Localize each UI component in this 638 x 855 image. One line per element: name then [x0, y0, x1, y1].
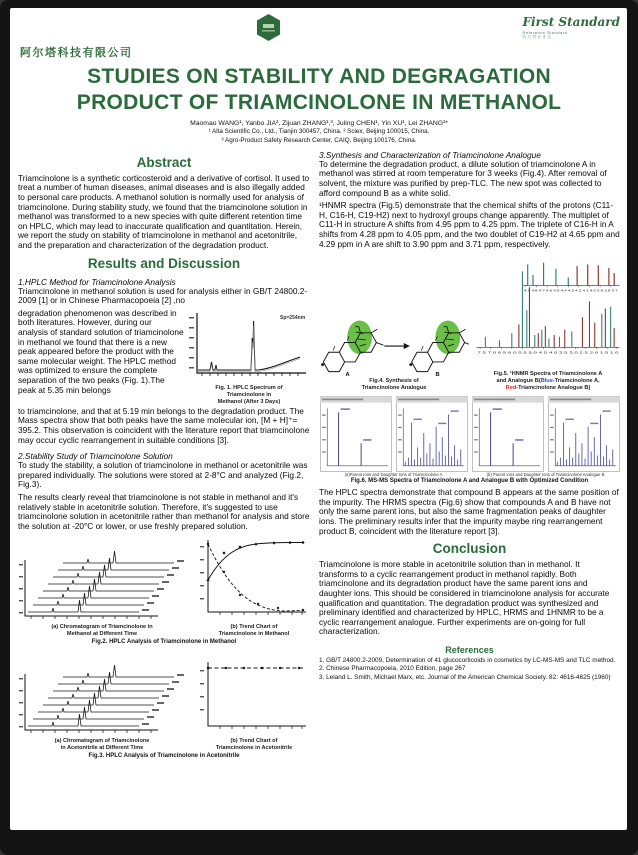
conclusion-text: Triamcinolone is more stable in acetonitrile solution than in methanol. It transforms to a cyclic rearrangement product in methanol rapidly. Both triamcinolone and its degradation product have the same parent ions and daughter ions. This should be considered in triamcinolone analysis for accurate qualification and quantitation. The degradation product was synthesized and preliminary identified and characterized by HPLC, HRMS and 1HNMR to be a cyclic rearrangement analogue. Further experiments are on-going for full characterization.	[319, 559, 610, 637]
figure-3	[18, 648, 310, 759]
fig6-panel-daughter-a	[396, 396, 468, 472]
fig3a-chromatogram-stack	[18, 648, 186, 738]
section3-text-a: To determine the degradation product, a dilute solution of triamcinolone A in methanol was stirred at room temperature for 3 weeks (Fig.4). After removal of solvent, the mixture was purified by prep-TLC. The new spot was collected to afford compound B as a white solid.	[319, 158, 607, 198]
title-line-1: STUDIES ON STABILITY AND DEGRAGATION	[87, 65, 551, 88]
fig6-panel-daughter-b	[548, 396, 620, 472]
section3-text-b: ¹HNMR spectra (Fig.5) demonstrate that the chemical shifts of the protons (C11-H, C16-H, C19-H2) next to hydroxyl groups change apparently. The multiplet of C11-H in structure A shifts from 4.95 ppm to 4.25 ppm. The triplete of C16-H in A shifts from 4.28 ppm to 4.05 ppm, and the two doublet of C19-H2 at 4.65 ppm and 4.29 ppm in A are shift to 3.90 ppm and 3.71 ppm, respectively.	[319, 200, 620, 249]
reference-item-3: 3. Leland L. Smith, Michael Marx, etc. Journal of the American Chemical Society. 82: 4616-4625 (1960)	[319, 673, 611, 681]
hexagon-logo-icon	[255, 13, 282, 42]
fig4-label-a: A	[345, 372, 350, 379]
fig4-label-b: B	[435, 372, 440, 379]
figure-4: A B Fig.4. Synthesis of Triamcinolone Analogue	[319, 300, 469, 392]
fig2a-caption: (a) Chromatogram of Triamcinolone in	[51, 624, 153, 631]
fig6a-caption: (a)Parent Ions and Daughter Ions of Triamcinolone A	[344, 472, 443, 478]
figure-6	[319, 396, 620, 484]
abstract-heading: Abstract	[136, 154, 192, 170]
fig2b-caption: (b) Trend Chart of	[230, 624, 278, 631]
fig3-caption: Fig.3. HPLC Analysis of Triamcinolone in Acetonitrile	[88, 753, 240, 760]
fig5-inset-ticks: 4.9 4.8 4.7 4.6 4.5 4.4 4.3 4.2 4.1 4.0 3.9 3.8 3.7	[524, 288, 619, 293]
fig2-caption: Fig.2. HPLC Analysis of Triamcinolone in Methanol	[91, 639, 237, 646]
left-column	[18, 150, 310, 762]
figure-5: 4.9 4.8 4.7 4.6 4.5 4.4 4.3 4.2 4.1 4.0 3.9 3.8 3.7 7.5 7.0 6.5 6.0 5.5 5.0 4.5 4.0 3.5 3.0 2.5 2.0 1.5 1.0 Fig.5. ¹HNMR Spectra of Triamcinolone A and Analogue B(Blue-Triamcinolone A, Red-Triamcinolone Analogue B)	[473, 253, 623, 392]
figure-1: Sp=254nm Fig. 1. HPLC Spectrum of Triamcinolone in Methanol (After 3 Days)	[188, 309, 310, 406]
reference-item-1: 1. GB/T 24800.2-2009, Determination of 41 glucocorticoids in cosmetics by LC-MS-MS and TLC method.	[319, 657, 616, 665]
reference-item-2: 2. Chinese Pharmacopoeia, 2010 Edition, page 267	[319, 665, 466, 673]
references-heading: References	[445, 645, 494, 656]
fig4-caption: Fig.4. Synthesis of	[369, 378, 419, 385]
section1-text-b: degradation phenomenon was described in both literatures. However, during our analysis of standard solution of triamcinolone in methanol we found that there is a new peak appeared before the product with the same molecular weight. The HPLC method was optimized to ensure the complete separation of the two peaks (Fig. 1).The peak at 5.35 min belongs	[18, 308, 184, 395]
section2-title: 2.Stability Study of Triamcinolone Solution	[18, 451, 173, 462]
figure-2	[18, 534, 310, 645]
brand-tagline-cn: 阿尔塔标准品	[522, 34, 553, 39]
section3-text-c: The HPLC spectra demonstrate that compound B appears at the same position of the impurity. The HRMS spectra (Fig.6) show that compounds A and B have not only the same parent ions, but also the same fragmentation peaks of daughter ions. The preliminary results infer that the impurity maybe ring rearrangement product B, coincident with the literature report [3].	[319, 487, 619, 536]
section2-text-b: The results clearly reveal that triamcinolone is not stable in methanol and it's relatively stable in acetonitrile solution. Therefore, it's suggested to use triamcinolone solution in acetonitrile rather than methanol for analysis and store the solution at -20°C or lower, or use freshly prepared solution.	[18, 491, 310, 531]
fig3a-waterfall: (a) Chromatogram of Triamcinolone in Acetonitrile at Different Time	[18, 648, 186, 752]
fig1-hplc-chromatogram	[188, 309, 310, 385]
brand-tagline: Reference Standard	[522, 29, 568, 35]
poster-page	[10, 8, 627, 830]
results-heading: Results and Discussion	[87, 255, 241, 271]
conclusion-heading: Conclusion	[432, 541, 507, 557]
reference-list	[319, 657, 620, 682]
logo-block	[18, 13, 620, 60]
section3-title: 3.Synthesis and Characterization of Triamcinolone Analogue	[319, 149, 541, 160]
fig5-x-ticks: 7.5 7.0 6.5 6.0 5.5 5.0 4.5 4.0 3.5 3.0 2.5 2.0 1.5 1.0	[477, 350, 620, 355]
fig5-blue-word: Blue	[540, 378, 553, 385]
fig2b-trend: (b) Trend Chart of Triamcinolone in Methanol	[198, 534, 310, 638]
fig5-caption: Fig.5. ¹HNMR Spectra of Triamcinolone A	[493, 371, 603, 378]
title-line-2: PRODUCT OF TRIAMCINOLONE IN METHANOL	[76, 91, 562, 115]
fig3b-trend-chart	[198, 656, 310, 738]
right-column	[319, 150, 620, 762]
section1-text-c: to triamcinolone, and that at 5.19 min belongs to the degradation product. The Mass spectra show that both peaks have the same molecular ion, [M + H]⁺= 395.2. This observation is coincident with the literature report that triamcinolone may occur cyclic rearrangement in suitable conditions [3].	[18, 405, 310, 445]
fig2a-waterfall: (a) Chromatogram of Triamcinolone in Methanol at Different Time	[18, 534, 186, 638]
fig3b-caption: (b) Trend Chart of	[230, 738, 278, 745]
fig1-caption: Fig. 1. HPLC Spectrum of	[215, 384, 283, 391]
author-list: Maomao WANG¹, Yanbo JIA², Zijuan ZHANG¹,³, Juling CHEN¹, Yin XU¹, Lei ZHANG¹*	[190, 119, 448, 127]
affiliation-1: ¹ Alta Scientific Co., Ltd., Tianjin 300457, China. ² Sciex, Beijing 100015, China.	[208, 128, 430, 136]
company-name-cn: 阿尔塔科技有限公司	[20, 47, 133, 59]
fig3a-caption: (a) Chromatogram of Triamcinolone	[54, 738, 150, 745]
section1-text-a: Triamcinolone in methanol solution is used for analysis either in GB/T 24800.2-2009 [1] or in Chinese Pharmacopoeia [2] ,no	[18, 285, 308, 306]
section2-text-a: To study the stability, a solution of triamcinolone in methanol or acetonitrile was prepared individually. The solutions were stored at 2-8°C and analyzed (Fig.2, Fig.3).	[18, 460, 308, 490]
fig5-red-word: Red	[505, 385, 517, 392]
brand-name: First Standard	[522, 15, 620, 29]
fig2b-trend-chart	[198, 534, 310, 624]
fig6-panel-parent-b	[472, 396, 544, 472]
fig1-corner-label: Sp=254nm	[280, 314, 306, 321]
fig6-panel-parent-a	[320, 396, 392, 472]
fig6b-caption: (b) Parent Ions and Daughter Ions of Triamcinolone Analogue B	[486, 472, 605, 478]
fig5-nmr-spectra	[473, 253, 623, 371]
section1-title: 1.HPLC Method for Triamcinolone Analysis	[18, 276, 176, 287]
poster-title	[18, 64, 620, 117]
fig6-caption: Fig.6. MS-MS Spectra of Triamcinolone A and Analogue B with Optimized Condition	[350, 478, 589, 485]
fig4-structures	[319, 300, 469, 378]
fig3b-trend: (b) Trend Chart of Triamcinolone in Acetonitrile	[198, 656, 310, 752]
fig2a-chromatogram-stack	[18, 534, 186, 624]
affiliation-2: ³ Agro-Product Safety Research Center, CAIQ, Beijing 100176, China.	[221, 136, 417, 144]
abstract-text: Triamcinolone is a synthetic corticosteroid and a derivative of cortisol. It used to treat a number of human diseases, animal diseases and is also illegally added to personal care products. A methanol solution is normally used for analysis of triamcinolone. During stability study, we found that the triamcinolone solution in methanol was transformed to a new species with quite different retention time on HPLC, which may lead to inaccurate qualification and quantitation. Herein, we report the study on stability of triamcinolone in methanol and acetonitrile, and the preparation and characterization of the degradation product.	[18, 172, 310, 250]
